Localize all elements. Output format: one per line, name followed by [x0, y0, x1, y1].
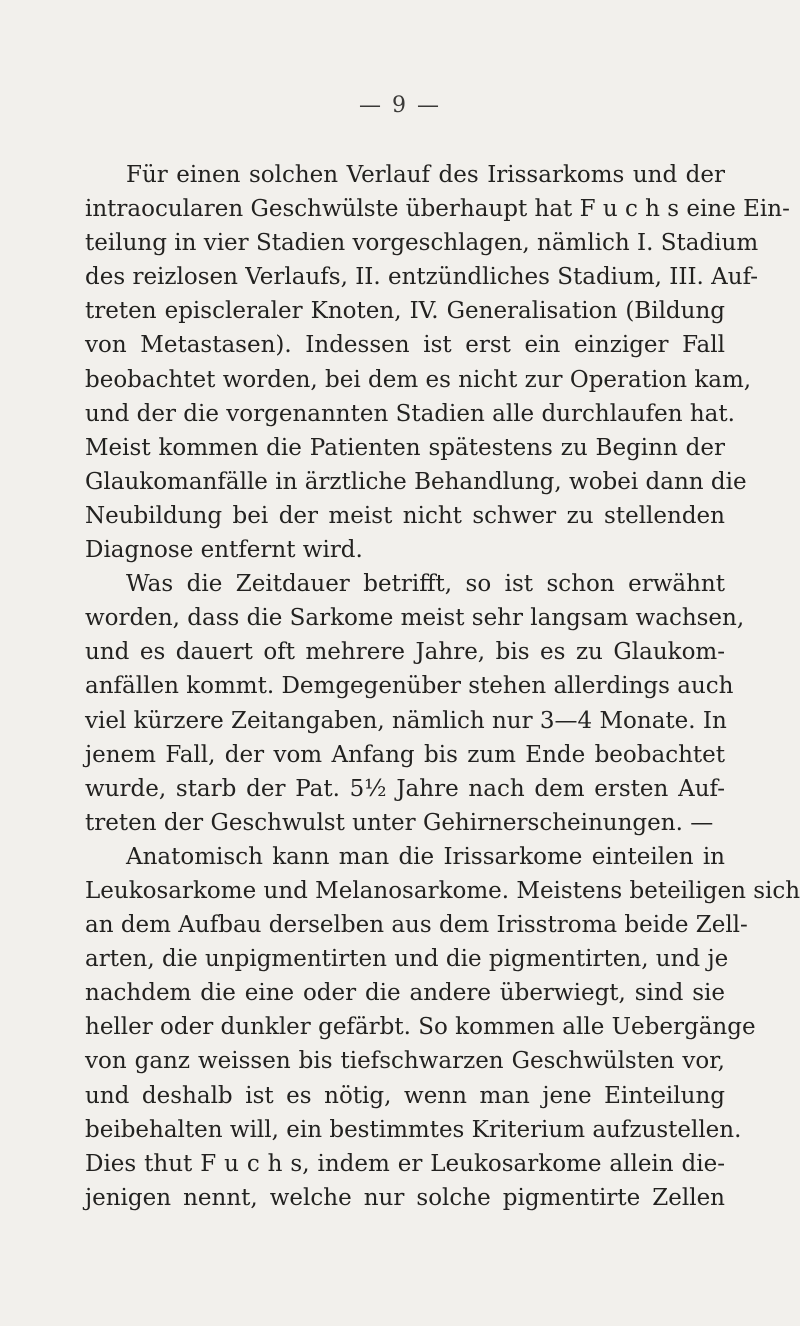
text-line: beobachtet worden, bei dem es nicht zur Operation kam,: [85, 366, 752, 393]
text-line: jenem Fall, der vom Anfang bis zum Ende beobachtet: [85, 741, 725, 768]
text-line: Glaukomanfälle in ärztliche Behandlung, wobei dann die: [85, 468, 747, 495]
text-line: worden, dass die Sarkome meist sehr langsam wachsen,: [85, 605, 745, 632]
text-line: Dies thut F u c h s, indem er Leukosarkome allein die-: [85, 1150, 725, 1177]
text-line: viel kürzere Zeitangaben, nämlich nur 3—4 Monate. In: [85, 707, 727, 734]
text-line: an dem Aufbau derselben aus dem Irisstroma beide Zell-: [85, 912, 748, 939]
text-line: treten episcleraler Knoten, IV. Generalisation (Bildung: [85, 298, 725, 325]
text-line: Meist kommen die Patienten spätestens zu Beginn der: [85, 434, 725, 461]
text-line: Was die Zeitdauer betrifft, so ist schon erwähnt: [126, 571, 725, 598]
text-line: wurde, starb der Pat. 5½ Jahre nach dem ersten Auf-: [85, 775, 725, 802]
text-line: jenigen nennt, welche nur solche pigmentirte Zellen: [85, 1184, 725, 1211]
text-line: nachdem die eine oder die andere überwiegt, sind sie: [85, 980, 725, 1007]
text-line: beibehalten will, ein bestimmtes Kriterium aufzustellen.: [85, 1116, 742, 1143]
text-line: Diagnose entfernt wird.: [85, 537, 363, 564]
text-line: arten, die unpigmentirten und die pigmentirten, und je: [85, 946, 729, 973]
text-line: intraocularen Geschwülste überhaupt hat F u c h s eine Ein-: [85, 196, 790, 223]
text-line: heller oder dunkler gefärbt. So kommen alle Uebergänge: [85, 1014, 756, 1041]
text-line: treten der Geschwulst unter Gehirnerscheinungen. —: [85, 809, 714, 836]
text-line: anfällen kommt. Demgegenüber stehen allerdings auch: [85, 673, 734, 700]
text-line: des reizlosen Verlaufs, II. entzündliches Stadium, III. Auf-: [85, 264, 759, 291]
text-line: Leukosarkome und Melanosarkome. Meistens beteiligen sich: [85, 877, 800, 904]
page-number: — 9 —: [359, 93, 441, 118]
text-line: und deshalb ist es nötig, wenn man jene Einteilung: [85, 1082, 725, 1109]
text-line: Neubildung bei der meist nicht schwer zu stellenden: [85, 502, 725, 529]
text-line: Für einen solchen Verlauf des Irissarkoms und der: [126, 162, 725, 188]
text-line: von ganz weissen bis tiefschwarzen Geschwülsten vor,: [85, 1048, 725, 1075]
text-line: teilung in vier Stadien vorgeschlagen, nämlich I. Stadium: [85, 230, 759, 257]
text-line: und es dauert oft mehrere Jahre, bis es zu Glaukom-: [85, 639, 725, 666]
body-text: [85, 158, 800, 1215]
text-line: und der die vorgenannten Stadien alle durchlaufen hat.: [85, 400, 735, 427]
text-line: Anatomisch kann man die Irissarkome einteilen in: [126, 843, 725, 870]
text-line: von Metastasen). Indessen ist erst ein einziger Fall: [85, 332, 725, 359]
